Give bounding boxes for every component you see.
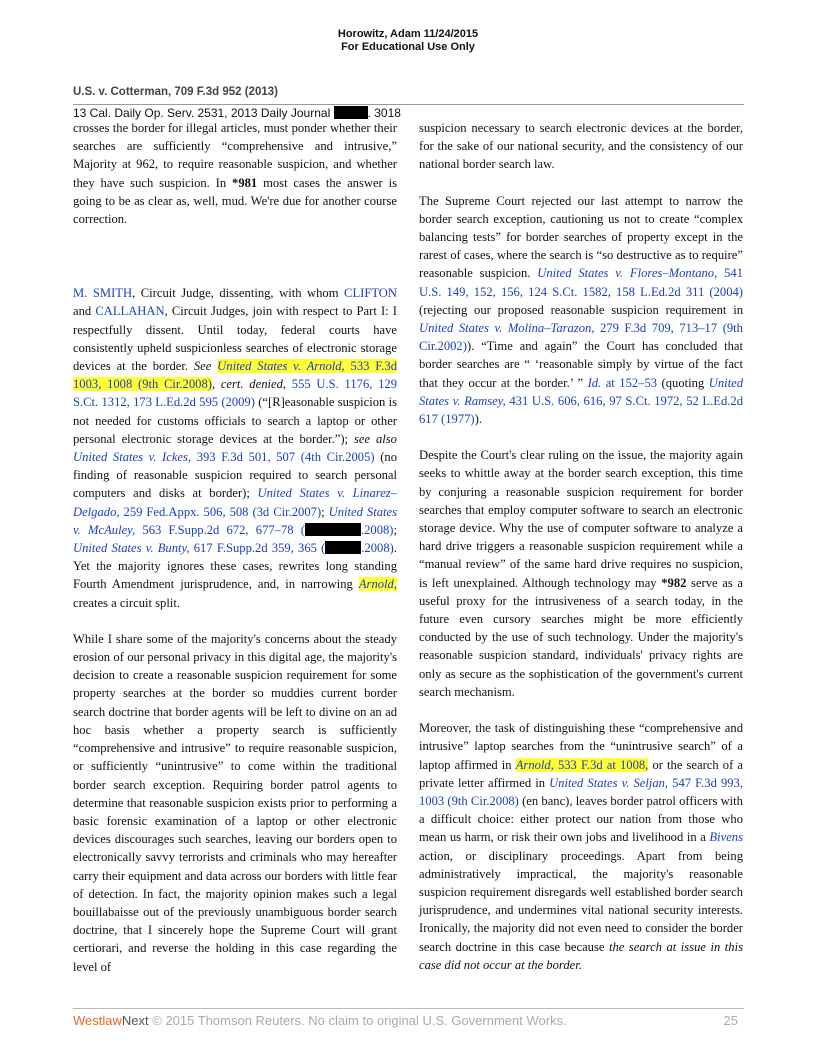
paragraph: Despite the Court's clear ruling on the issue, the majority again seeks to whittle away at the border search exception, this time by conjuring a reasonable suspicion requirement for border searches that employ computer software to search an electronic storage device. Why the use of computer software to analyze a hard drive triggers a reasonable suspicion requirement while a “manual review” of the same hard drive requires no suspicion, is left unexplained. Although technology may *982 serve as a useful proxy for the intrusiveness of a search today, in the future even cursory searches might be more efficiently conducted by the use of such technology. Under the majority's reasonable suspicion standard, individuals' privacy rights are only as secure as the sophistication of the government's current search mechanism. xyxy=(419,448,743,699)
star-page-marker: *982 xyxy=(661,575,687,590)
citation-link-linarez-delgado[interactable]: United States v. Linarez–Delgado, 259 Fed.Appx. 506, 508 (3d Cir.2007) xyxy=(73,486,397,519)
star-page-marker: *981 xyxy=(232,175,258,190)
westlaw-logo: WestlawNext xyxy=(73,1013,149,1028)
judge-link-smith[interactable]: M. SMITH xyxy=(73,286,133,301)
paragraph: The Supreme Court rejected our last attempt to narrow the border search exception, cautioning us not to create “complex balancing tests” for border searches of property except in the rarest of cases, where the search is “so destructive as to require” reasonable suspicion. United States v. Flores–Montano, 541 U.S. 149, 152, 156, 124 S.Ct. 1582, 158 L.Ed.2d 311 (2004) (rejecting our proposed reasonable suspicion requirement in United States v. Molina–Tarazon, 279 F.3d 709, 713–17 (9th Cir.2002)). “Time and again” the Court has concluded that border searches are “ ‘reasonable simply by virtue of the fact that they occur at the border.’ ” Id. at 152–53 (quoting United States v. Ramsey, 431 U.S. 606, 616, 97 S.Ct. 1972, 52 L.Ed.2d 617 (1977)). xyxy=(419,193,743,427)
citation-link-bivens[interactable]: Bivens xyxy=(709,830,743,845)
citation-link-flores-montano[interactable]: United States v. Flores–Montano, 541 U.S. 149, 152, 156, 124 S.Ct. 1582, 158 L.Ed.2d 311 (2004) xyxy=(419,266,743,299)
banner-user-date: Horowitz, Adam 11/24/2015 xyxy=(337,28,479,40)
footer-divider xyxy=(73,1008,744,1009)
citation-link-cert-denied[interactable]: 555 U.S. 1176, 129 S.Ct. 1312, 173 L.Ed.2d 595 (2009) xyxy=(73,377,398,410)
right-column xyxy=(419,119,743,974)
citation-link-molina-tarazon[interactable]: United States v. Molina–Tarazon, 279 F.3d 709, 713–17 (9th Cir.2002) xyxy=(419,321,743,354)
citation-link-bunty[interactable]: United States v. Bunty, 617 F.Supp.2d 359, 365 ( .2008) xyxy=(73,541,394,556)
judge-link-callahan[interactable]: CALLAHAN xyxy=(95,304,165,319)
page-number: 25 xyxy=(723,1013,738,1028)
dissent-opening-paragraph: M. SMITH, Circuit Judge, dissenting, with whom CLIFTON and CALLAHAN, Circuit Judges, join with respect to Part I: I respectfully dissent. Until today, federal courts have consistently upheld suspicionless searches of electronic storage devices at the border. See United States v. Arnold, 533 F.3d 1003, 1008 (9th Cir.2008), cert. denied, 555 U.S. 1176, 129 S.Ct. 1312, 173 L.Ed.2d 595 (2009) (“[R]easonable suspicion is not needed for customs officials to search a laptop or other personal electronic storage devices at the border.”); see also United States v. Ickes, 393 F.3d 501, 507 (4th Cir.2005) (no finding of reasonable suspicion required to search personal computers and disks at border); United States v. Linarez–Delgado, 259 Fed.Appx. 506, 508 (3d Cir.2007); United States v. McAuley, 563 F.Supp.2d 672, 677–78 ( .2008); United States v. Bunty, 617 F.Supp.2d 359, 365 ( .2008). Yet the majority ignores these cases, rewrites long standing Fourth Amendment jurisprudence, and, in narrowing Arnold, creates a circuit split. xyxy=(73,286,398,610)
left-column xyxy=(73,119,397,976)
header-divider xyxy=(73,104,744,105)
reporter-text: 13 Cal. Daily Op. Serv. 2531, 2013 Daily Journal xyxy=(73,106,334,120)
citation-link-seljan[interactable]: United States v. Seljan, 547 F.3d 993, 1003 (9th Cir.2008) xyxy=(419,775,743,808)
copyright-notice: © 2015 Thomson Reuters. No claim to original U.S. Government Works. xyxy=(152,1013,567,1028)
paragraph: While I share some of the majority's concerns about the steady erosion of our personal privacy in this digital age, the majority's decision to create a reasonable suspicion requirement for some property searches at the border so muddies current border search doctrine that border agents will be left to divine on an ad hoc basis whether a property search is sufficiently “comprehensive and intrusive” to require reasonable suspicion, or sufficiently “unintrusive” to come within the traditional border search exception. Requiring border patrol agents to determine that reasonable suspicion exists prior to performing a basic forensic examination of a laptop or other electronic devices discourages such searches, leaving our borders open to electronically savvy terrorists and criminals who may hereafter carry their equipment and data across our borders with little fear of detection. In fact, the majority opinion makes such a legal bouillabaisse out of the previously unambiguous border search doctrine, that I sincerely hope the Supreme Court will grant certiorari, and reverse the holding in this case regarding the level of xyxy=(73,631,397,974)
print-banner xyxy=(0,28,816,54)
citation-link-ramsey[interactable]: United States v. Ramsey, 431 U.S. 606, 616, 97 S.Ct. 1972, 52 L.Ed.2d 617 (1977) xyxy=(419,375,743,427)
citation-link-ickes[interactable]: United States v. Ickes, 393 F.3d 501, 507 (4th Cir.2005) xyxy=(73,450,375,465)
judge-link-clifton[interactable]: CLIFTON xyxy=(344,286,397,301)
citation-link-mcauley[interactable]: United States v. McAuley, 563 F.Supp.2d 672, 677–78 ( .2008) xyxy=(73,504,397,537)
reporter-text-end: . 3018 xyxy=(367,106,401,120)
case-title: U.S. v. Cotterman, 709 F.3d 952 (2013) xyxy=(73,86,278,98)
citation-link-id[interactable]: Id. at 152–53 xyxy=(587,375,658,390)
citation-link-arnold-pin[interactable]: Arnold, 533 F.3d at 1008, xyxy=(515,757,649,772)
footer xyxy=(73,1013,744,1028)
paragraph: crosses the border for illegal articles, must ponder whether their searches are sufficiently “comprehensive and intrusive,” Majority at 962, to require reasonable suspicion, and whether they have such suspicion. In *981 most cases the answer is going to be as clear as, well, mud. We're due for another course correction. xyxy=(73,121,397,227)
citation-link-arnold[interactable]: United States v. Arnold, 533 F.3d 1003, 1008 (9th Cir.2008) xyxy=(73,359,397,392)
citation-link-arnold-short[interactable]: Arnold, xyxy=(358,577,397,592)
redaction-block xyxy=(334,106,368,119)
paragraph: Moreover, the task of distinguishing these “comprehensive and intrusive” laptop searches from the “unintrusive search” of a laptop affirmed in Arnold, 533 F.3d at 1008, or the search of a private letter affirmed in United States v. Seljan, 547 F.3d 993, 1003 (9th Cir.2008) (en banc), leaves border patrol officers with a difficult choice: either protect our nation from those who mean us harm, or risk their own jobs and livelihood in a Bivens action, or disciplinary proceedings. Apart from being administratively impractical, the majority's reasonable suspicion requirement disregards well established border search jurisprudence, and undermines vital national security interests. Ironically, the majority did not even need to consider the border search doctrine in this case because the search at issue in this case did not occur at the border. xyxy=(419,721,743,972)
banner-notice: For Educational Use Only xyxy=(341,41,475,53)
paragraph: suspicion necessary to search electronic devices at the border, for the sake of our national security, and the consistency of our national border search law. xyxy=(419,121,743,172)
reporter-citation xyxy=(73,106,401,120)
